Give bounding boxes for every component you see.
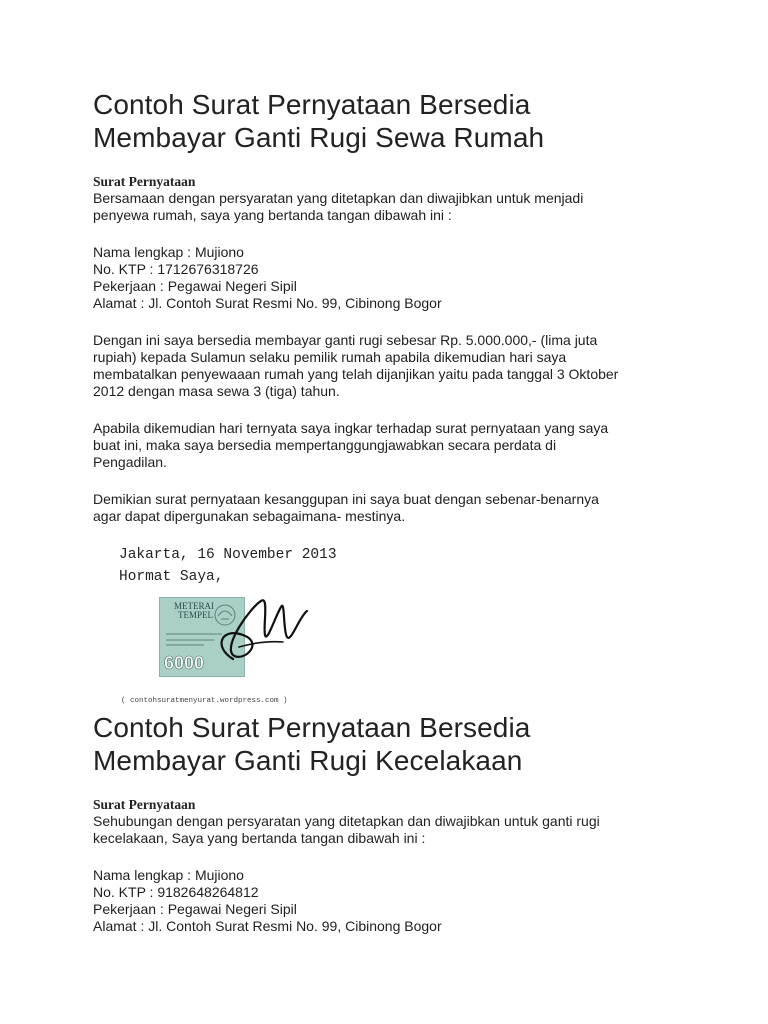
identity-name: Nama lengkap : Mujiono xyxy=(93,244,244,260)
identity-name: Nama lengkap : Mujiono xyxy=(93,867,244,883)
section1-paragraph-3 xyxy=(93,491,693,525)
stamp-value: 6000 xyxy=(164,653,205,673)
stamp-text-tempel: TEMPEL xyxy=(178,610,213,620)
paragraph-line: Demikian surat pernyataan kesanggupan ini saya buat dengan sebenar-benarnya xyxy=(93,491,599,507)
section2-title xyxy=(93,711,693,777)
section1-identity xyxy=(93,244,693,312)
paragraph-line: buat ini, maka saya bersedia mempertanggungjawabkan secara perdata di xyxy=(93,437,557,453)
section1-intro xyxy=(93,190,693,224)
stamp-text-meterai: METERAI xyxy=(174,601,214,611)
identity-address: Alamat : Jl. Contoh Surat Resmi No. 99, Cibinong Bogor xyxy=(93,295,442,311)
section1-title-line2: Membayar Ganti Rugi Sewa Rumah xyxy=(93,122,545,153)
section2-intro-line: Sehubungan dengan persyaratan yang ditetapkan dan diwajibkan untuk ganti rugi xyxy=(93,813,600,829)
signature-scribble-icon xyxy=(203,587,313,667)
paragraph-line: Pengadilan. xyxy=(93,454,167,470)
section1-subhead: Surat Pernyataan xyxy=(93,174,196,189)
signature-caption: ( contohsuratmenyurat.wordpress.com ) xyxy=(121,697,288,705)
signature-image xyxy=(93,537,337,707)
section2-title-line1: Contoh Surat Pernyataan Bersedia xyxy=(93,712,531,743)
section2-identity xyxy=(93,867,693,935)
identity-job: Pekerjaan : Pegawai Negeri Sipil xyxy=(93,278,297,294)
signature-closing: Hormat Saya, xyxy=(119,569,224,585)
paragraph-line: Dengan ini saya bersedia membayar ganti rugi sebesar Rp. 5.000.000,- (lima juta xyxy=(93,332,598,348)
section1-paragraph-1 xyxy=(93,332,693,400)
paragraph-line: agar dapat dipergunakan sebagaimana- mestinya. xyxy=(93,508,406,524)
section2-subhead: Surat Pernyataan xyxy=(93,797,196,812)
paragraph-line: rupiah) kepada Sulamun selaku pemilik rumah apabila dikemudian hari saya xyxy=(93,349,567,365)
signature-place-date: Jakarta, 16 November 2013 xyxy=(119,547,337,563)
paragraph-line: Apabila dikemudian hari ternyata saya ingkar terhadap surat pernyataan yang saya xyxy=(93,420,609,436)
identity-ktp: No. KTP : 9182648264812 xyxy=(93,884,259,900)
section2-title-line2: Membayar Ganti Rugi Kecelakaan xyxy=(93,745,523,776)
document-page xyxy=(93,88,693,955)
identity-ktp: No. KTP : 1712676318726 xyxy=(93,261,259,277)
section2-intro xyxy=(93,813,693,847)
section1-title xyxy=(93,88,693,154)
section1-paragraph-2 xyxy=(93,420,693,471)
paragraph-line: membatalkan penyewaaan rumah yang telah dijanjikan yaitu pada tanggal 3 Oktober xyxy=(93,366,619,382)
section2-intro-line: kecelakaan, Saya yang bertanda tangan dibawah ini : xyxy=(93,830,426,846)
paragraph-line: 2012 dengan masa sewa 3 (tiga) tahun. xyxy=(93,383,340,399)
section1-title-line1: Contoh Surat Pernyataan Bersedia xyxy=(93,89,531,120)
section1-intro-line: Bersamaan dengan persyaratan yang ditetapkan dan diwajibkan untuk menjadi xyxy=(93,190,584,206)
section1-intro-line: penyewa rumah, saya yang bertanda tangan dibawah ini : xyxy=(93,207,452,223)
identity-address: Alamat : Jl. Contoh Surat Resmi No. 99, Cibinong Bogor xyxy=(93,918,442,934)
identity-job: Pekerjaan : Pegawai Negeri Sipil xyxy=(93,901,297,917)
